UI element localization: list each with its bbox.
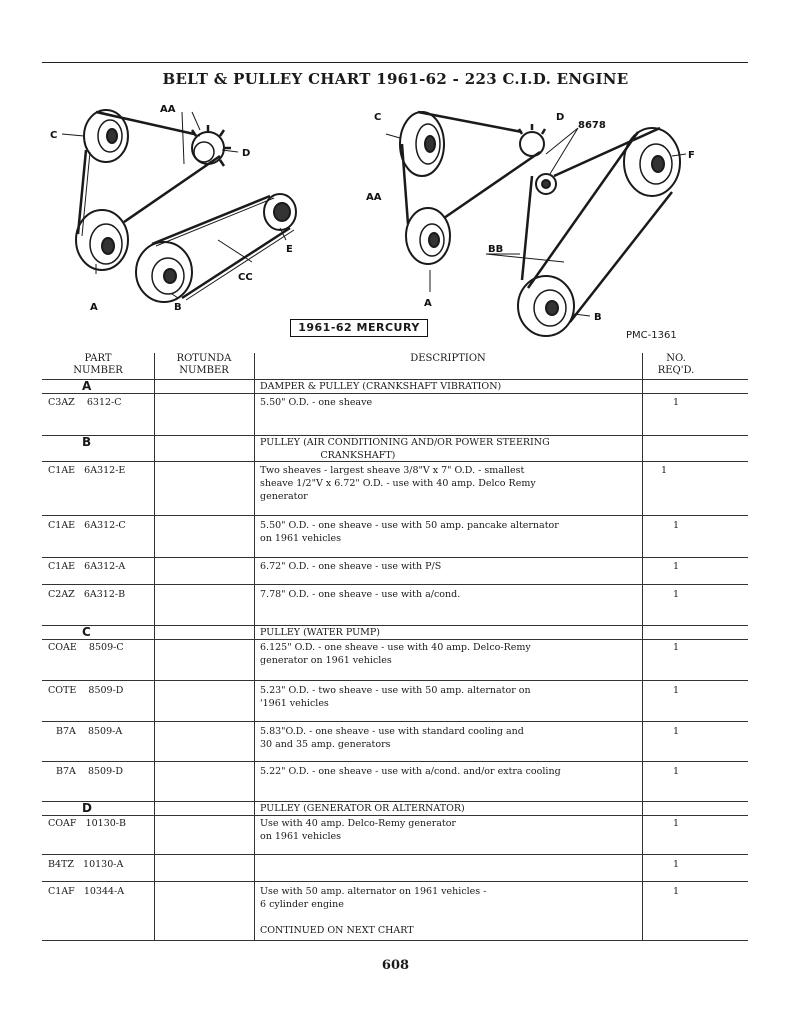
row-qty: 1 xyxy=(672,859,680,870)
row-description: 5.50" O.D. - one sheave - use with 50 amp. pancake alternator on 1961 vehicles xyxy=(260,520,559,544)
header-description: DESCRIPTION xyxy=(410,353,486,364)
row-part: C1AE 6A312-A xyxy=(48,561,126,572)
row-description: Use with 50 amp. alternator on 1961 vehicles - 6 cylinder engine CONTINUED ON NEXT CHART xyxy=(260,886,487,936)
row-description: 5.50" O.D. - one sheave xyxy=(260,397,373,408)
row-description: 5.83"O.D. - one sheave - use with standard cooling and 30 and 35 amp. generators xyxy=(260,726,524,750)
fan-belt-right xyxy=(402,112,540,224)
group-title-D: PULLEY (GENERATOR OR ALTERNATOR) xyxy=(260,803,465,814)
top-rule xyxy=(42,62,748,63)
table-bottom-rule xyxy=(42,940,748,941)
callout-C-right: C xyxy=(374,112,382,123)
generator-gear-right xyxy=(520,132,544,156)
group-letter-B: B xyxy=(82,435,92,449)
row-part: C1AE 6A312-C xyxy=(48,520,126,531)
page-number: 608 xyxy=(381,958,410,973)
group-letter-C: C xyxy=(82,625,91,639)
row-qty: 1 xyxy=(672,766,680,777)
figure-caption: 1961-62 MERCURY xyxy=(290,319,428,337)
row-rule xyxy=(42,680,748,681)
row-description: 5.23" O.D. - two sheave - use with 50 amp. alternator on '1961 vehicles xyxy=(260,685,531,709)
header-qty: NO. REQ'D. xyxy=(657,353,695,376)
water-pump-pulley-right xyxy=(400,112,444,176)
row-qty: 1 xyxy=(672,726,680,737)
row-part: COTE 8509-D xyxy=(48,685,124,696)
header-rotunda-number: ROTUNDA NUMBER xyxy=(176,353,232,376)
figure-number: PMC-1361 xyxy=(626,330,677,341)
callout-B-left: B xyxy=(174,302,182,313)
callout-D-left: D xyxy=(242,148,251,159)
row-part: B7A 8509-A xyxy=(56,726,123,737)
col-rule-2 xyxy=(254,353,255,941)
group-title-C: PULLEY (WATER PUMP) xyxy=(260,627,380,638)
callout-BB: BB xyxy=(488,244,504,255)
row-qty: 1 xyxy=(672,818,680,829)
row-description: 5.22" O.D. - one sheave - use with a/cond. and/or extra cooling xyxy=(260,766,561,777)
row-qty: 1 xyxy=(672,589,680,600)
group-letter-A: A xyxy=(82,379,92,393)
row-qty: 1 xyxy=(672,642,680,653)
callout-8678: 8678 xyxy=(578,120,606,131)
row-part: C3AZ 6312-C xyxy=(48,397,122,408)
callout-AA-left: AA xyxy=(160,104,176,115)
row-rule xyxy=(42,721,748,722)
callout-A-left: A xyxy=(90,302,98,313)
row-rule xyxy=(42,557,748,558)
callout-CC: CC xyxy=(238,272,253,283)
row-part: C2AZ 6A312-B xyxy=(48,589,126,600)
col-rule-1 xyxy=(154,353,155,941)
callout-B-right: B xyxy=(594,312,602,323)
header-part-number: PART NUMBER xyxy=(73,353,123,376)
row-qty: 1 xyxy=(672,520,680,531)
row-part: B4TZ 10130-A xyxy=(48,859,124,870)
callout-AA-right: AA xyxy=(366,192,382,203)
group-rule-B xyxy=(42,461,748,462)
row-part: C1AF 10344-A xyxy=(48,886,125,897)
row-part: COAF 10130-B xyxy=(48,818,126,829)
group-rule-A xyxy=(42,393,748,394)
group-title-A: DAMPER & PULLEY (CRANKSHAFT VIBRATION) xyxy=(260,381,502,392)
row-rule xyxy=(42,584,748,585)
row-qty: 1 xyxy=(672,397,680,408)
row-description: 6.125" O.D. - one sheave - use with 40 amp. Delco-Remy generator on 1961 vehicles xyxy=(260,642,531,666)
page-title: BELT & PULLEY CHART 1961-62 - 223 C.I.D. ENGINE xyxy=(162,70,629,88)
row-rule xyxy=(42,515,748,516)
row-rule xyxy=(42,761,748,762)
belt-BB xyxy=(522,128,672,322)
group-rule-D xyxy=(42,815,748,816)
row-description: Two sheaves - largest sheave 3/8"V x 7" O.D. - smallest sheave 1/2"V x 6.72" O.D. - use with 40 amp. Delco Remy generator xyxy=(260,465,536,502)
row-rule xyxy=(42,881,748,882)
row-description: 6.72" O.D. - one sheave - use with P/S xyxy=(260,561,442,572)
row-qty: 1 xyxy=(672,561,680,572)
row-description: Use with 40 amp. Delco-Remy generator on 1961 vehicles xyxy=(260,818,456,842)
row-rule xyxy=(42,625,748,626)
row-description: 7.78" O.D. - one sheave - use with a/cond. xyxy=(260,589,461,600)
callout-E: E xyxy=(286,244,293,255)
callout-C-left: C xyxy=(50,130,58,141)
group-title-B: PULLEY (AIR CONDITIONING AND/OR POWER STEERING CRANKSHAFT) xyxy=(260,437,550,461)
row-qty: 1 xyxy=(672,886,680,897)
belt-pulley-diagram xyxy=(42,94,748,344)
row-qty: 1 xyxy=(660,465,668,476)
row-qty: 1 xyxy=(672,685,680,696)
callout-F: F xyxy=(688,150,695,161)
row-part: B7A 8509-D xyxy=(56,766,123,777)
col-rule-3 xyxy=(642,353,643,941)
parts-table xyxy=(42,353,748,941)
row-part: C1AE 6A312-E xyxy=(48,465,126,476)
group-letter-D: D xyxy=(82,801,92,815)
callout-A-right: A xyxy=(424,298,432,309)
callout-D-right: D xyxy=(556,112,565,123)
group-rule-C xyxy=(42,639,748,640)
row-part: COAE 8509-C xyxy=(48,642,124,653)
row-rule xyxy=(42,854,748,855)
